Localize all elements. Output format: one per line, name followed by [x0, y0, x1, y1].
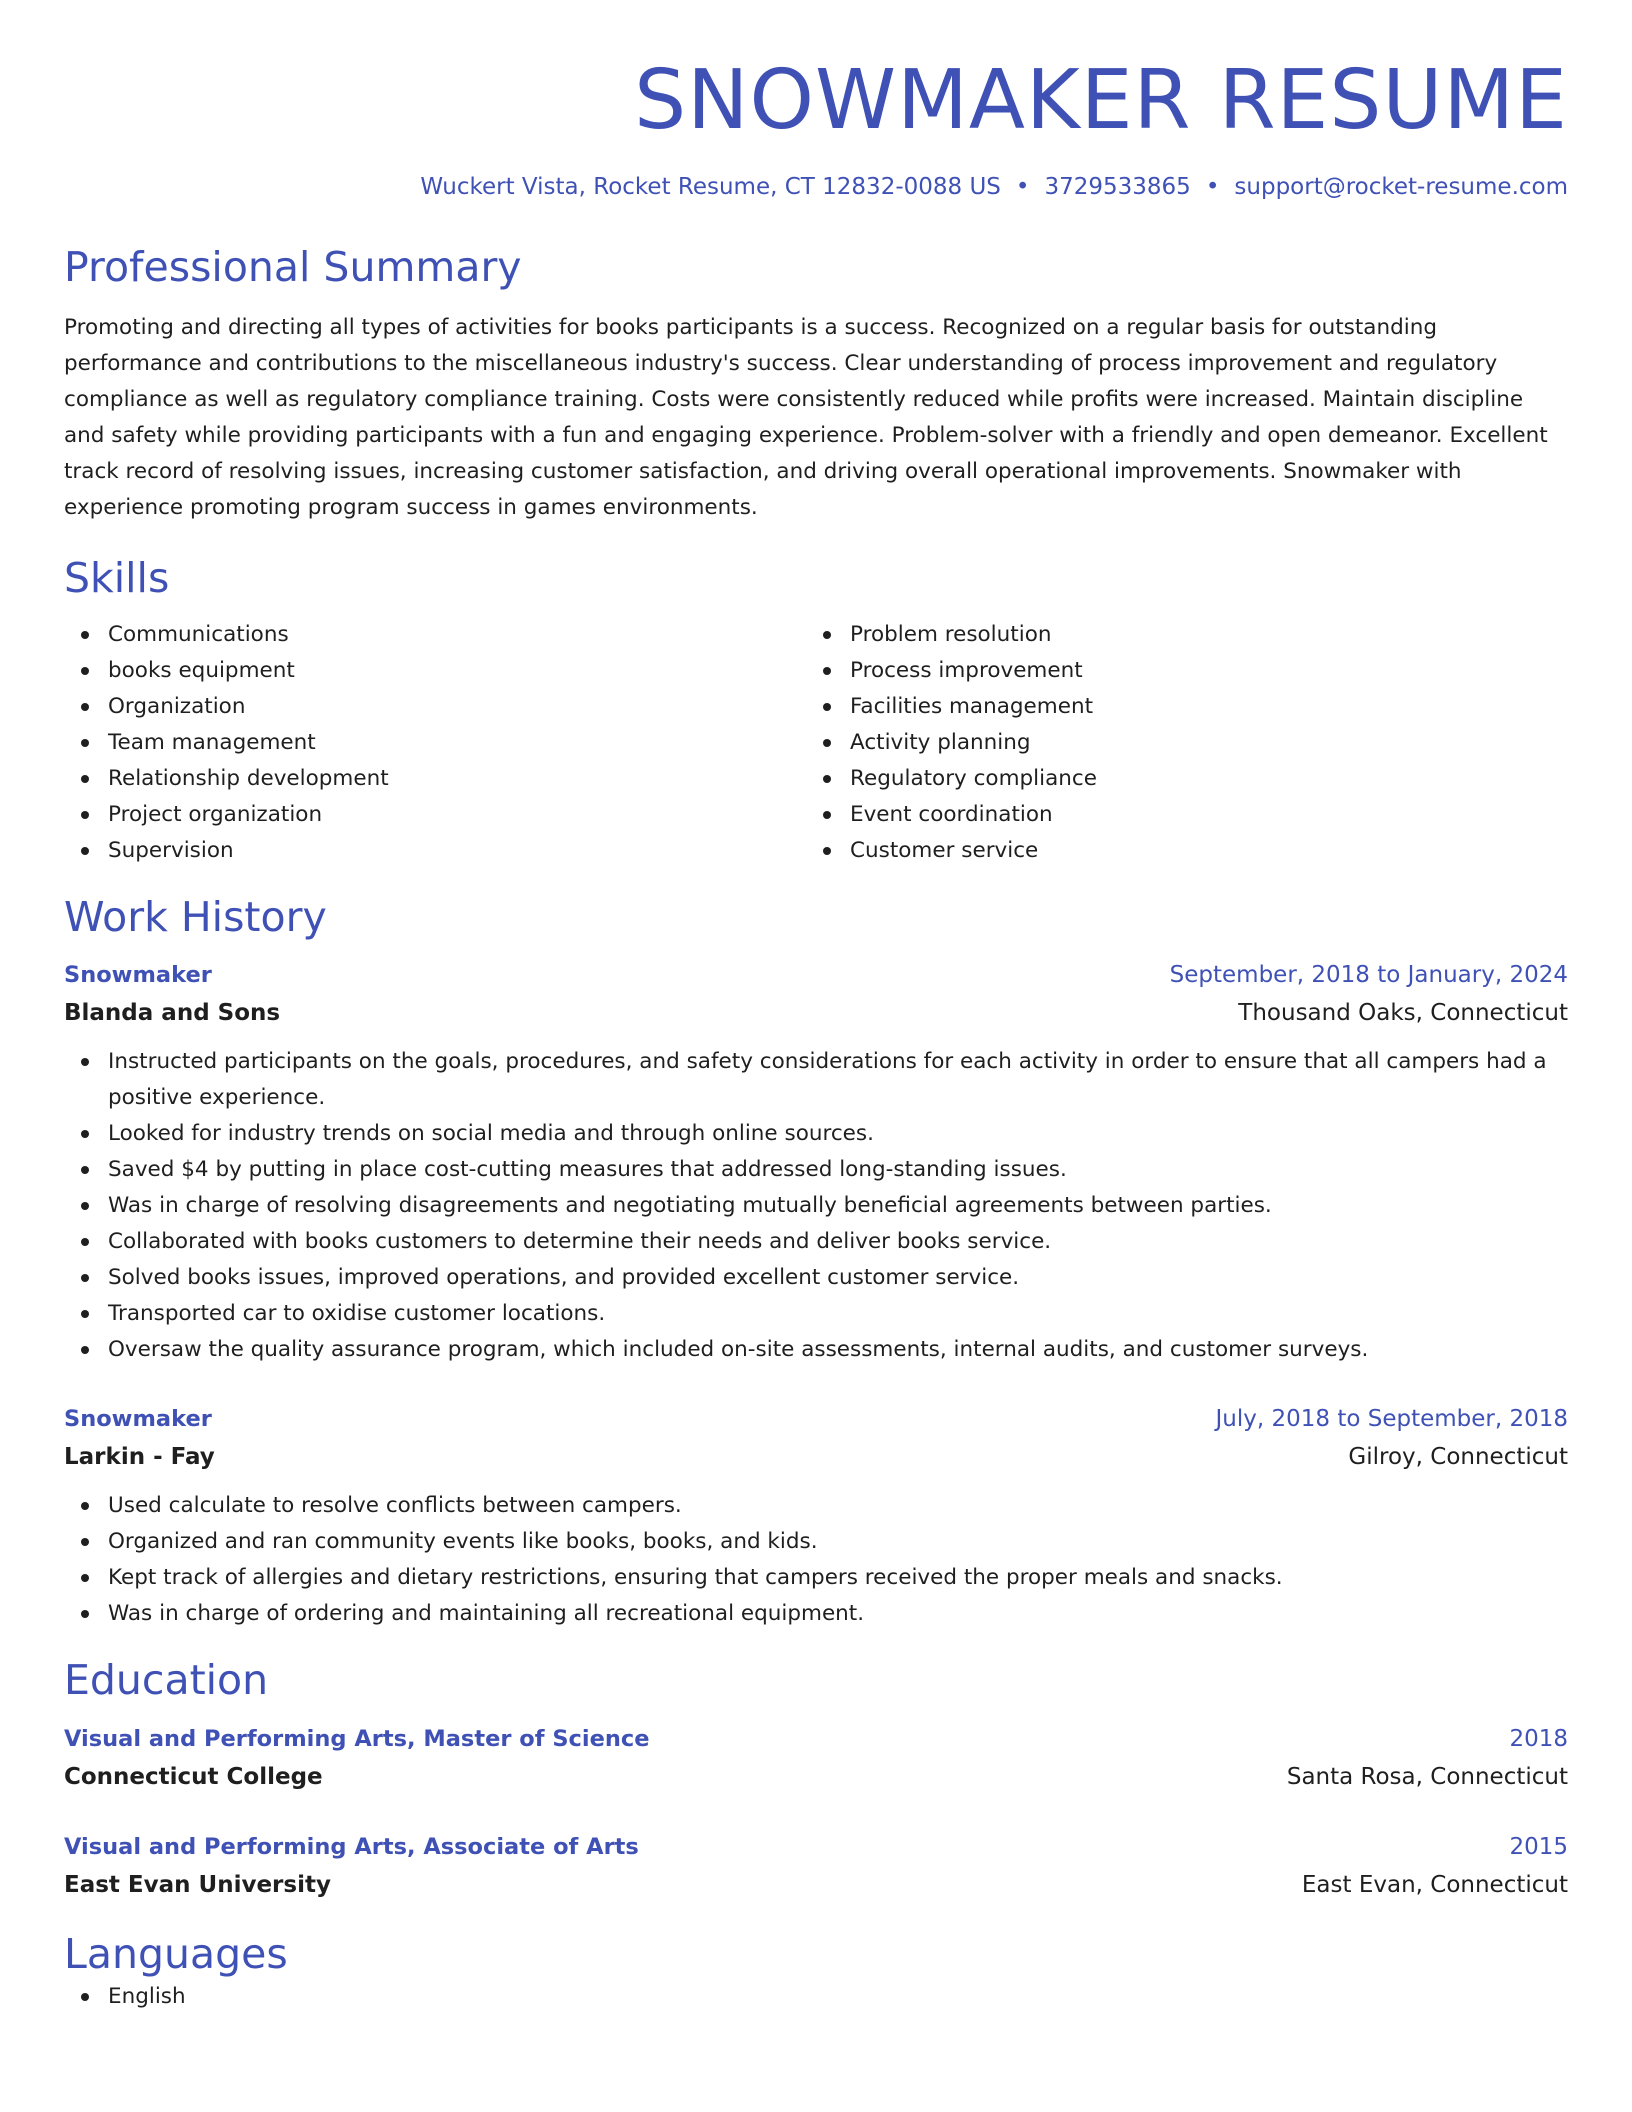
- job-bullet: Instructed participants on the goals, procedures, and safety considerations for each activity in order to ensure that all campers had a positive experience.: [64, 1044, 1568, 1116]
- skill-item: Team management: [64, 725, 806, 761]
- contact-phone: 3729533865: [1044, 174, 1191, 201]
- job-company-row: [64, 994, 1568, 1032]
- skill-item: Organization: [64, 689, 806, 725]
- skills-right-column: [806, 617, 1548, 869]
- education-degree: Visual and Performing Arts, Master of Science: [64, 1725, 650, 1752]
- education-location: Santa Rosa, Connecticut: [1286, 1763, 1568, 1790]
- contact-separator: •: [1015, 174, 1030, 201]
- job-dates: July, 2018 to September, 2018: [1215, 1406, 1568, 1433]
- contact-line: [64, 170, 1568, 205]
- job-bullet: Collaborated with books customers to determine their needs and deliver books service.: [64, 1224, 1568, 1260]
- job-location: Thousand Oaks, Connecticut: [1238, 1000, 1568, 1027]
- education-school-row: [64, 1758, 1568, 1796]
- job-bullet: Oversaw the quality assurance program, which included on-site assessments, internal audits, and customer surveys.: [64, 1332, 1568, 1368]
- job-header-row: [64, 1400, 1568, 1438]
- languages-list: [64, 1979, 1568, 2015]
- education-entry: [64, 1720, 1568, 1796]
- education-heading: Education: [64, 1656, 269, 1705]
- contact-separator: •: [1205, 174, 1220, 201]
- skill-item: Problem resolution: [806, 617, 1548, 653]
- job-company-row: [64, 1438, 1568, 1476]
- job-bullets: [64, 1044, 1568, 1368]
- job-bullet: Used calculate to resolve conflicts between campers.: [64, 1488, 1568, 1524]
- job-bullet: Saved $4 by putting in place cost-cutting measures that addressed long-standing issues.: [64, 1152, 1568, 1188]
- skill-item: Regulatory compliance: [806, 761, 1548, 797]
- job-bullet: Transported car to oxidise customer locations.: [64, 1296, 1568, 1332]
- education-school: Connecticut College: [64, 1763, 323, 1790]
- job-bullet: Kept track of allergies and dietary restrictions, ensuring that campers received the proper meals and snacks.: [64, 1560, 1568, 1596]
- skills-left-column: [64, 617, 806, 869]
- job-title: Snowmaker: [64, 1406, 212, 1433]
- job-header-row: [64, 956, 1568, 994]
- summary-heading: Professional Summary: [64, 242, 522, 291]
- skill-item: Activity planning: [806, 725, 1548, 761]
- resume-name: SNOWMAKER RESUME: [634, 53, 1568, 148]
- job-company: Larkin - Fay: [64, 1444, 215, 1471]
- skills-columns: [64, 617, 1568, 869]
- job-location: Gilroy, Connecticut: [1348, 1444, 1568, 1471]
- skill-item: Facilities management: [806, 689, 1548, 725]
- skill-item: Process improvement: [806, 653, 1548, 689]
- job-bullet: Was in charge of ordering and maintaining all recreational equipment.: [64, 1596, 1568, 1632]
- job-bullet: Organized and ran community events like books, books, and kids.: [64, 1524, 1568, 1560]
- job-company: Blanda and Sons: [64, 1000, 281, 1027]
- skills-heading: Skills: [64, 554, 170, 603]
- resume-page: [64, 0, 1568, 2015]
- job-bullet: Looked for industry trends on social media and through online sources.: [64, 1116, 1568, 1152]
- job-entry: [64, 1400, 1568, 1632]
- skill-item: Communications: [64, 617, 806, 653]
- education-header-row: [64, 1720, 1568, 1758]
- skill-item: Project organization: [64, 797, 806, 833]
- job-bullet: Solved books issues, improved operations, and provided excellent customer service.: [64, 1260, 1568, 1296]
- job-title: Snowmaker: [64, 962, 212, 989]
- education-year: 2018: [1509, 1725, 1568, 1752]
- skill-item: Event coordination: [806, 797, 1548, 833]
- skill-item: Supervision: [64, 833, 806, 869]
- education-school-row: [64, 1866, 1568, 1904]
- skill-item: books equipment: [64, 653, 806, 689]
- skill-item: Relationship development: [64, 761, 806, 797]
- skill-item: Customer service: [806, 833, 1548, 869]
- education-header-row: [64, 1828, 1568, 1866]
- summary-text: Promoting and directing all types of activities for books participants is a success. Recognized on a regular basis for outstanding performance and contributions to the miscellaneous industry's success. Clear understanding of process improvement and regulatory compliance as well as regulatory compliance training. Costs were consistently reduced while profits were increased. Maintain discipline and safety while providing participants with a fun and engaging experience. Problem-solver with a friendly and open demeanor. Excellent track record of resolving issues, increasing customer satisfaction, and driving overall operational improvements. Snowmaker with experience promoting program success in games environments.: [64, 315, 1548, 521]
- job-dates: September, 2018 to January, 2024: [1169, 962, 1568, 989]
- education-school: East Evan University: [64, 1871, 331, 1898]
- job-bullet: Was in charge of resolving disagreements and negotiating mutually beneficial agreements between parties.: [64, 1188, 1568, 1224]
- contact-address: Wuckert Vista, Rocket Resume, CT 12832-0088 US: [420, 174, 1001, 201]
- job-bullets: [64, 1488, 1568, 1632]
- education-degree: Visual and Performing Arts, Associate of Arts: [64, 1833, 639, 1860]
- education-entry: [64, 1828, 1568, 1904]
- contact-email: support@rocket-resume.com: [1234, 174, 1568, 201]
- languages-heading: Languages: [64, 1929, 288, 1978]
- job-entry: [64, 956, 1568, 1368]
- work-history-heading: Work History: [64, 893, 327, 942]
- language-item: English: [64, 1979, 1568, 2015]
- education-location: East Evan, Connecticut: [1301, 1871, 1568, 1898]
- education-year: 2015: [1509, 1833, 1568, 1860]
